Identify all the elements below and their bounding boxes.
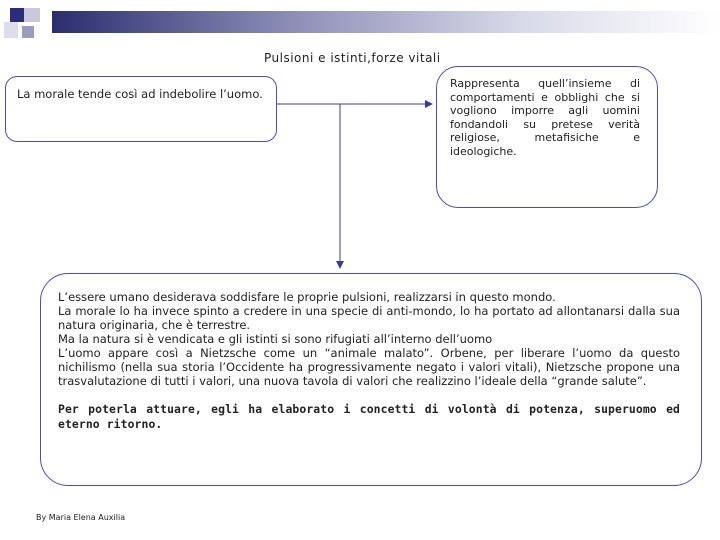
paragraph-gap (58, 388, 680, 402)
bold-paragraph: Per poterla attuare, egli ha elaborato i concetti di volontà di potenza, superuomo ed eterno ritorno. (58, 402, 680, 431)
left-box-text: La morale tende così ad indebolire l’uomo. (17, 87, 263, 101)
left-box (5, 76, 277, 142)
bottom-box-body (58, 290, 680, 432)
right-box-text: Rappresenta quell’insieme di comportamenti e obblighi che si vogliono imporre agli uomini fondandoli su pretese verità religiose, metafisiche e ideologiche. (450, 77, 640, 158)
right-box (436, 66, 658, 208)
paragraph-3: Ma la natura si è vendicata e gli istinti si sono rifugiati all’interno dell’uomo (58, 332, 493, 346)
slide-title: Pulsioni e istinti,forze vitali (264, 51, 441, 65)
paragraph-1: L’essere umano desiderava soddisfare le proprie pulsioni, realizzarsi in questo mondo. (58, 290, 556, 304)
paragraph-4: L’uomo appare così a Nietzsche come un “animale malato”. Orbene, per liberare l’uomo da questo nichilismo (nella sua storia l’Occidente ha progressivamente negato i valori vitali), Nietzsche propone una trasvalutazione di tutti i valori, una nuova tavola di valori che realizzino l’ideale della “grande salute”. (58, 346, 680, 388)
author-credit: By Maria Elena Auxilia (36, 513, 126, 522)
bottom-box (40, 273, 702, 486)
paragraph-2: La morale lo ha invece spinto a credere in una specie di anti-mondo, lo ha portato ad allontanarsi dalla sua natura originaria, che è terrestre. (58, 304, 680, 332)
